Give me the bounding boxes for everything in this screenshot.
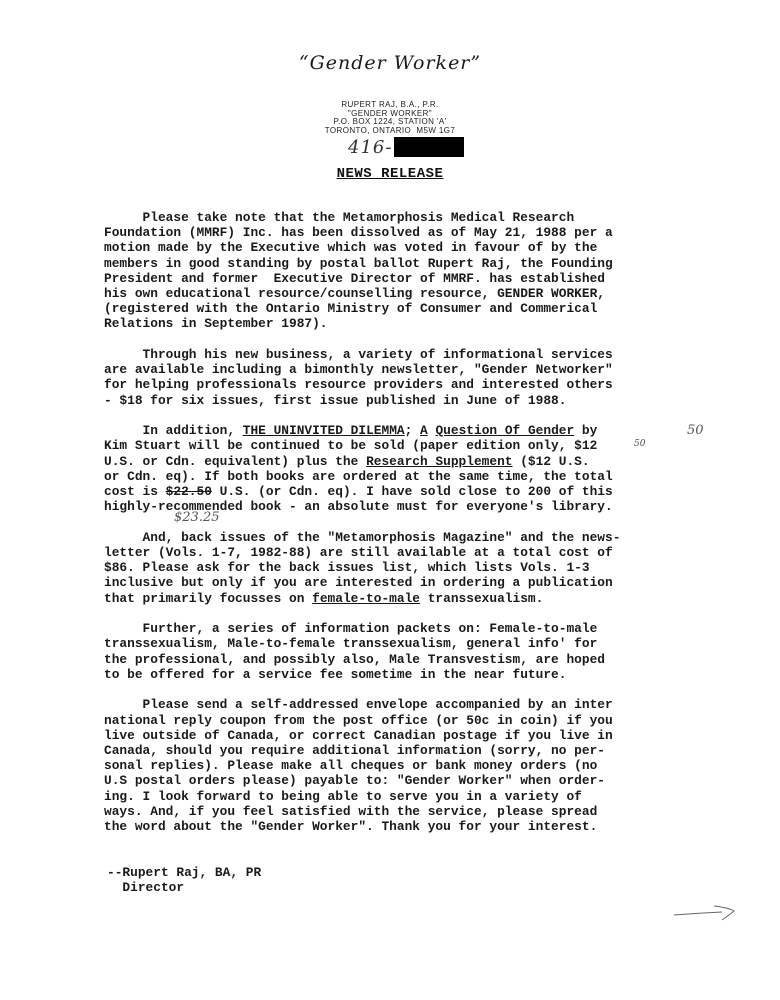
text-line: the word about the "Gender Worker". Thank you for your interest. [104, 819, 598, 835]
paragraph-newsletter [104, 347, 714, 408]
letterhead-title: “Gender Worker” [298, 52, 482, 74]
text-fragment: ; [404, 423, 421, 439]
text-line: are available including a bimonthly newsletter, "Gender Networker" [104, 362, 613, 378]
text-line: live outside of Canada, or correct Canadian postage if you live in [104, 727, 613, 743]
paragraph-mmrf-dissolved [104, 210, 714, 332]
text-line: And, back issues of the "Metamorphosis Magazine" and the news- [104, 529, 621, 545]
signature-name: --Rupert Raj, BA, PR [107, 865, 262, 880]
text-line [104, 591, 714, 606]
address-line: P.O. BOX 1224, STATION 'A' [333, 117, 447, 127]
text-fragment: by [574, 423, 598, 439]
text-line: to be offered for a service fee sometime in the near future. [104, 666, 567, 682]
book-subtitle: Question Of Gender [435, 423, 575, 439]
text-line: the professional, and possibly also, Male Transvestism, are hoped [104, 651, 605, 667]
address-line: "GENDER WORKER" [347, 108, 433, 118]
paragraph-book-sales [104, 423, 714, 514]
text-line: Please take note that the Metamorphosis Medical Research [104, 210, 575, 225]
book-title: THE UNINVITED DILEMMA [242, 423, 405, 439]
address-line: TORONTO, ONTARIO M5W 1G7 [324, 125, 456, 135]
text-line: sonal replies). Please make all cheques or bank money orders (no [104, 758, 598, 774]
text-fragment: transsexualism. [420, 590, 544, 606]
text-line: - $18 for six issues, first issue published in June of 1988. [104, 392, 567, 408]
handwritten-new-total: $23.25 [174, 510, 220, 525]
text-line: his own educational resource/counselling resource, GENDER WORKER, [104, 286, 605, 302]
phone-number [348, 136, 464, 158]
text-line: or Cdn. eq). If both books are ordered at the same time, the total [104, 468, 613, 484]
text-line [104, 423, 714, 438]
handwritten-price-correction: 50 [687, 423, 704, 438]
text-line: members in good standing by postal ballot Rupert Raj, the Founding [104, 255, 613, 271]
letterhead-address [0, 101, 780, 135]
text-line: (registered with the Ontario Ministry of Consumer and Commerical [104, 301, 598, 317]
text-line: Foundation (MMRF) Inc. has been dissolved as of May 21, 1988 per a [104, 225, 613, 241]
text-line: national reply coupon from the post office (or 50c in coin) if you [104, 712, 613, 728]
redaction-block [394, 137, 464, 157]
text-line: ways. And, if you feel satisfied with the service, please spread [104, 803, 598, 819]
signature-block [107, 865, 261, 895]
text-line: transsexualism, Male-to-female transsexualism, general info' for [104, 636, 598, 652]
handwritten-arrow-icon [670, 900, 740, 924]
page-title: NEWS RELEASE [336, 166, 444, 182]
text-line: Relations in September 1987). [104, 316, 328, 332]
release-body [104, 210, 714, 850]
phone-area-code: 416- [348, 136, 393, 158]
text-line [104, 454, 714, 469]
text-line: Through his new business, a variety of informational services [104, 347, 613, 363]
paragraph-ordering-info [104, 697, 714, 834]
text-fragment: that primarily focusses on [104, 590, 313, 606]
text-line: letter (Vols. 1-7, 1982-88) are still available at a total cost of [104, 545, 613, 561]
text-line: ing. I look forward to being able to serve you in a variety of [104, 788, 582, 804]
text-fragment: U.S. (or Cdn. eq). I have sold close to 200 of this [211, 484, 613, 500]
struck-price: $22.50 [165, 484, 212, 500]
text-line: for helping professionals resource providers and interested others [104, 377, 613, 393]
text-fragment: U.S. or Cdn. equivalent) plus the [104, 453, 367, 469]
paragraph-back-issues [104, 530, 714, 606]
signature-title: Director [107, 880, 185, 895]
text-line: Canada, should you require additional information (sorry, no per- [104, 743, 605, 759]
text-line: Further, a series of information packets on: Female-to-male [104, 621, 598, 637]
text-line: President and former Executive Director of MMRF. has established [104, 270, 605, 286]
text-fragment: In addition, [104, 423, 243, 439]
address-line: RUPERT RAJ, B.A., P.R. [341, 100, 439, 109]
text-line: $86. Please ask for the back issues list, which lists Vols. 1-3 [104, 560, 590, 576]
book-title-article: A [420, 423, 428, 439]
text-line [104, 484, 714, 499]
text-line: Please send a self-addressed envelope accompanied by an inter [104, 697, 613, 713]
text-line: motion made by the Executive which was voted in favour of by the [104, 240, 598, 256]
paragraph-info-packets [104, 621, 714, 682]
text-fragment: ($12 U.S. [512, 453, 590, 469]
text-line: highly-recommended book - an absolute must for everyone's library. [104, 499, 613, 515]
text-line: inclusive but only if you are interested in ordering a publication [104, 575, 613, 591]
handwritten-price-correction: 50 [634, 439, 646, 449]
text-line: Kim Stuart will be continued to be sold (paper edition only, $12 [104, 438, 598, 454]
text-fragment: cost is [104, 484, 166, 500]
underlined-term: female-to-male [312, 590, 421, 606]
research-supplement-title: Research Supplement [366, 453, 513, 469]
text-line: U.S postal orders please) payable to: "Gender Worker" when order- [104, 773, 605, 789]
